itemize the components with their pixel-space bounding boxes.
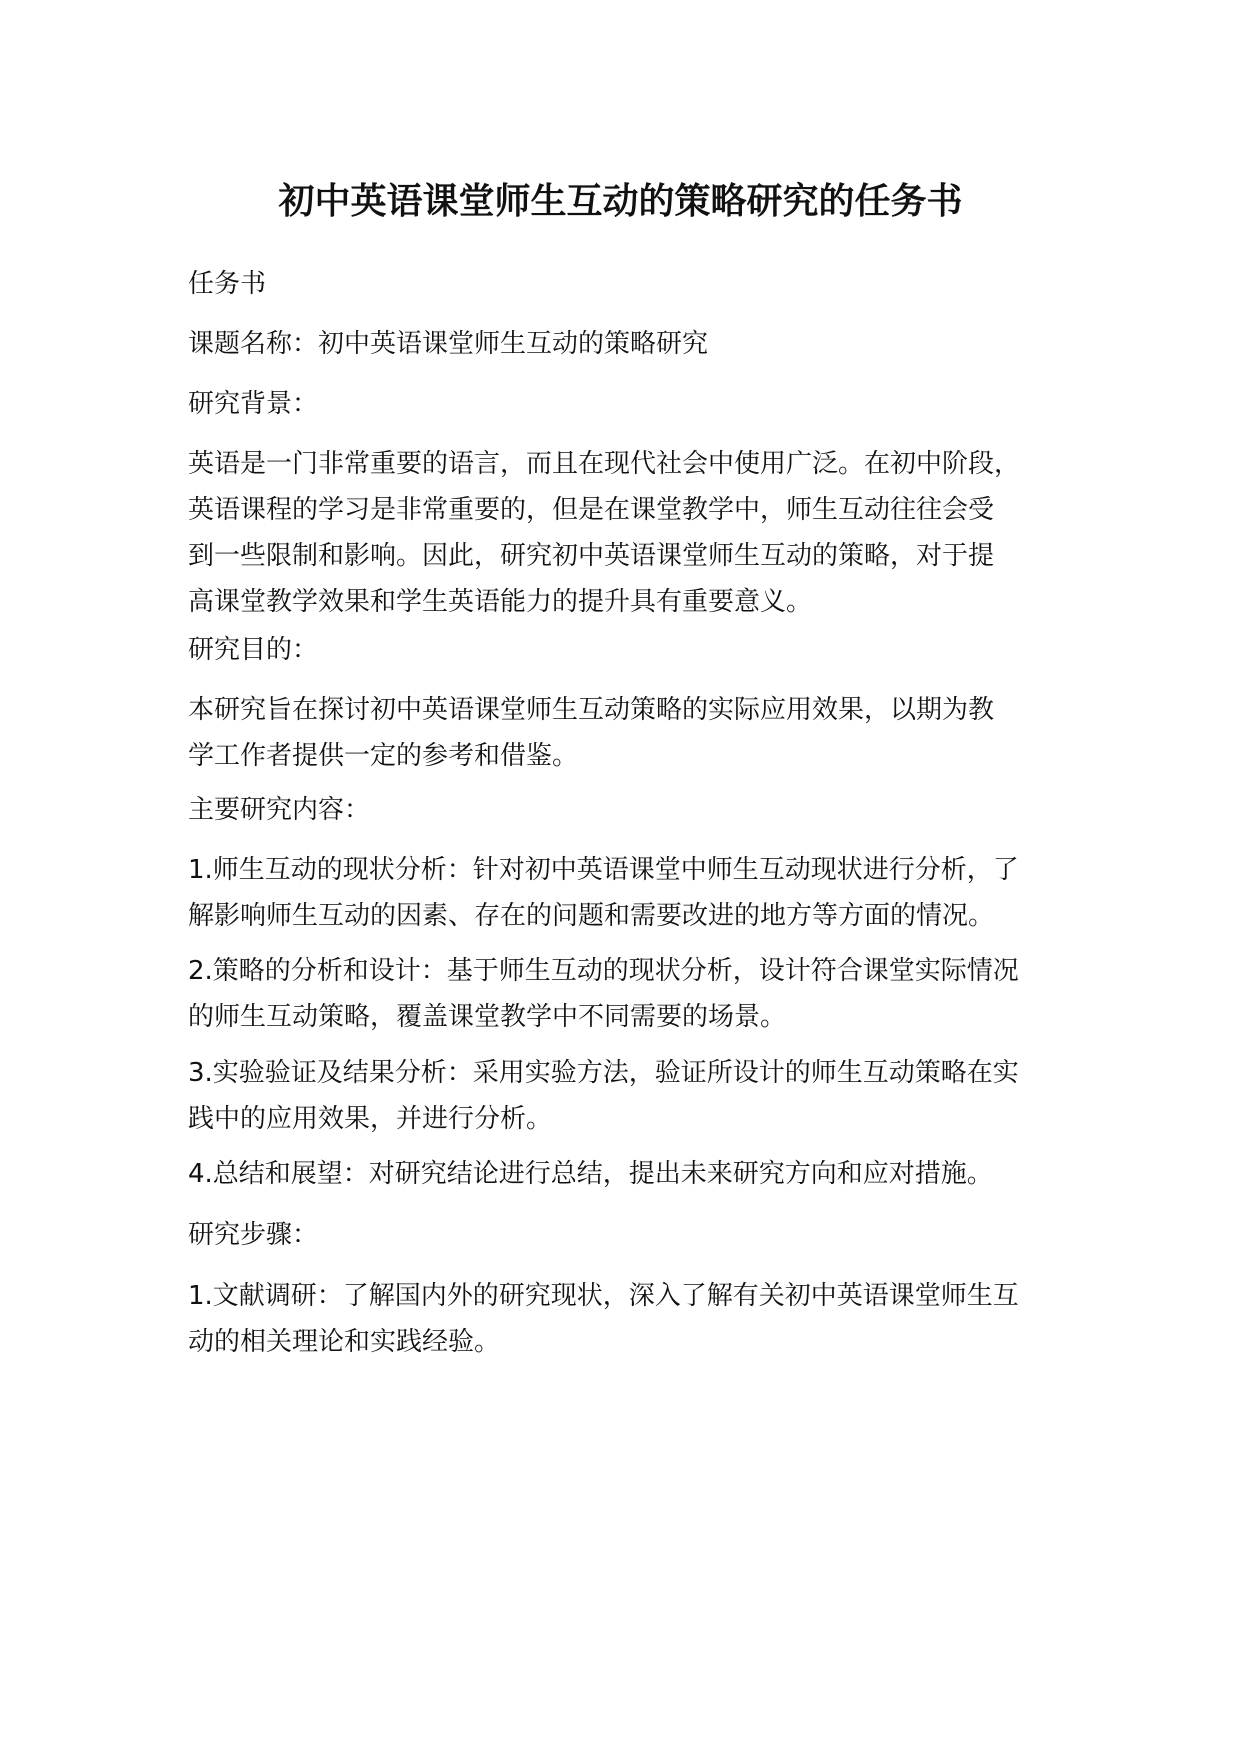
paragraph-line: 动的相关理论和实践经验。 (188, 1327, 501, 1357)
paragraph-line: 英语是一门非常重要的语言，而且在现代社会中使用广泛。在初中阶段， (188, 449, 1021, 479)
paragraph-line: 4.总结和展望：对研究结论进行总结，提出未来研究方向和应对措施。 (188, 1159, 993, 1189)
task-label: 任务书 (188, 269, 267, 299)
content-item-1 (188, 847, 1088, 939)
background-heading: 研究背景： (188, 389, 319, 419)
steps-heading: 研究步骤： (188, 1220, 319, 1250)
paragraph-line: 英语课程的学习是非常重要的，但是在课堂教学中，师生互动往往会受 (188, 495, 995, 525)
paragraph-line: 3.实验验证及结果分析：采用实验方法，验证所设计的师生互动策略在实 (188, 1058, 1019, 1088)
paragraph-line: 践中的应用效果，并进行分析。 (188, 1104, 553, 1134)
purpose-paragraph (188, 687, 1088, 779)
content-item-2 (188, 948, 1088, 1040)
purpose-heading: 研究目的： (188, 635, 319, 665)
paragraph-line: 到一些限制和影响。因此，研究初中英语课堂师生互动的策略，对于提 (188, 541, 995, 571)
paragraph-line: 1.文献调研：了解国内外的研究现状，深入了解有关初中英语课堂师生互 (188, 1281, 1019, 1311)
paragraph-line: 学工作者提供一定的参考和借鉴。 (188, 741, 579, 771)
paragraph-line: 2.策略的分析和设计：基于师生互动的现状分析，设计符合课堂实际情况 (188, 956, 1019, 986)
content-item-3 (188, 1050, 1088, 1142)
paragraph-line: 1.师生互动的现状分析：针对初中英语课堂中师生互动现状进行分析，了 (188, 855, 1019, 885)
content-heading: 主要研究内容： (188, 795, 371, 825)
paragraph-line: 解影响师生互动的因素、存在的问题和需要改进的地方等方面的情况。 (188, 901, 995, 931)
paragraph-line: 的师生互动策略，覆盖课堂教学中不同需要的场景。 (188, 1002, 787, 1032)
steps-item-1 (188, 1273, 1088, 1365)
paragraph-line: 本研究旨在探讨初中英语课堂师生互动策略的实际应用效果，以期为教 (188, 695, 995, 725)
paragraph-line: 高课堂教学效果和学生英语能力的提升具有重要意义。 (188, 587, 813, 617)
content-item-4 (188, 1151, 1088, 1197)
background-paragraph (188, 441, 1088, 625)
document-title: 初中英语课堂师生互动的策略研究的任务书 (278, 181, 963, 222)
topic-line: 课题名称：初中英语课堂师生互动的策略研究 (188, 329, 709, 359)
